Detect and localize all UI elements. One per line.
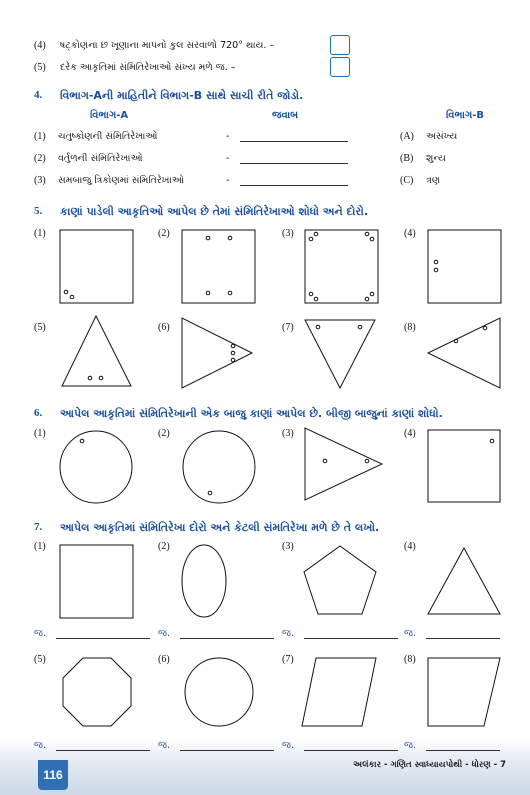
statement-text: ષટ્કોણના છ ખૂણાના માપનો કુલ સરવાળો 720° થાય. –: [60, 40, 275, 51]
figure-label: (8): [404, 322, 416, 333]
option-number: (B): [400, 153, 414, 164]
match-right-text: અસંખ્ય: [426, 131, 458, 142]
question-number: 5.: [34, 205, 43, 217]
figure-label: (4): [404, 541, 416, 552]
figure-label: (1): [34, 428, 46, 439]
figure-label: (4): [404, 228, 416, 239]
answer-prefix: જ.: [158, 740, 171, 751]
figure-label: (4): [404, 428, 416, 439]
figure-label: (3): [282, 228, 294, 239]
match-left-text: વર્તુળની સંમિતિરેખાઓ: [58, 153, 143, 164]
match-left-text: ચતુષ્કોણની સંમિતિરેખાઓ: [58, 131, 158, 142]
dash: -: [226, 175, 230, 186]
figure-label: (3): [282, 541, 294, 552]
match-right-text: શુન્ય: [426, 153, 446, 164]
statement-text: દરેક આકૃતિમાં સંમિતિરેખાઓ સંખ્ય મળે જ. –: [60, 62, 236, 73]
answer-prefix: જ.: [158, 628, 171, 639]
page-number: 116: [38, 760, 68, 790]
option-number: (C): [400, 175, 414, 186]
item-number: (5): [34, 62, 46, 73]
row-number: (3): [34, 175, 46, 186]
dash: -: [226, 131, 230, 142]
question-number: 6.: [34, 407, 43, 419]
figure-label: (7): [282, 322, 294, 333]
octagon-figure: [63, 658, 131, 726]
figure-label: (2): [158, 541, 170, 552]
column-header-answer: જવાબ: [272, 110, 299, 121]
answer-line[interactable]: [304, 750, 398, 751]
answer-prefix: જ.: [34, 740, 47, 751]
column-header-a: વિભાગ-A: [90, 110, 129, 121]
dash: -: [226, 153, 230, 164]
question-title: કાણાં પાડેલી આકૃતિઓ આપેલ છે તેમાં સંમિતિરેખાઓ શોધો અને દોરો.: [60, 205, 369, 218]
answer-prefix: જ.: [34, 628, 47, 639]
answer-line[interactable]: [426, 750, 500, 751]
trapezium-figure: [428, 658, 500, 726]
question-title: વિભાગ-Aની માહિતીને વિભાગ-B સાથે સાચી રીતે જોડો.: [60, 89, 304, 102]
answer-line[interactable]: [56, 750, 150, 751]
figure-label: (3): [282, 428, 294, 439]
figure-label: (2): [158, 228, 170, 239]
item-number: (4): [34, 40, 46, 51]
figure-label: (1): [34, 541, 46, 552]
match-right-text: ત્રણ: [426, 175, 441, 186]
question-number: 7.: [34, 521, 43, 533]
column-header-b: વિભાગ-B: [446, 110, 485, 121]
question-title: આપેલ આકૃતિમાં સંમિતિરેખાની એક બાજુ કાણાં આપેલ છે. બીજી બાજુનાં કાણાં શોધો.: [60, 407, 443, 420]
answer-prefix: જ.: [404, 628, 417, 639]
question-number: 4.: [34, 89, 43, 101]
answer-prefix: જ.: [282, 628, 295, 639]
figure-label: (8): [404, 654, 416, 665]
row-number: (2): [34, 153, 46, 164]
answer-line[interactable]: [180, 750, 274, 751]
row-number: (1): [34, 131, 46, 142]
answer-prefix: જ.: [404, 740, 417, 751]
parallelogram-figure: [302, 658, 376, 726]
circle-figure: [185, 658, 253, 726]
figure-label: (6): [158, 654, 170, 665]
figure-label: (5): [34, 322, 46, 333]
figure-label: (6): [158, 322, 170, 333]
match-left-text: સમબાજુ ત્રિકોણમાં સંમિતિરેખાઓ: [58, 175, 184, 186]
figure-label: (7): [282, 654, 294, 665]
footer-title: અલંકાર - ગણિત સ્વાધ્યાયપોથી - ધોરણ - 7: [353, 760, 506, 770]
option-number: (A): [400, 131, 414, 142]
figure-label: (2): [158, 428, 170, 439]
question-title: આપેલ આકૃતિમાં સંમિતિરેખા દોરો અને કેટલી સંમતિરેખા મળે છે તે લખો.: [60, 521, 380, 534]
answer-prefix: જ.: [282, 740, 295, 751]
figure-label: (5): [34, 654, 46, 665]
figure-label: (1): [34, 228, 46, 239]
